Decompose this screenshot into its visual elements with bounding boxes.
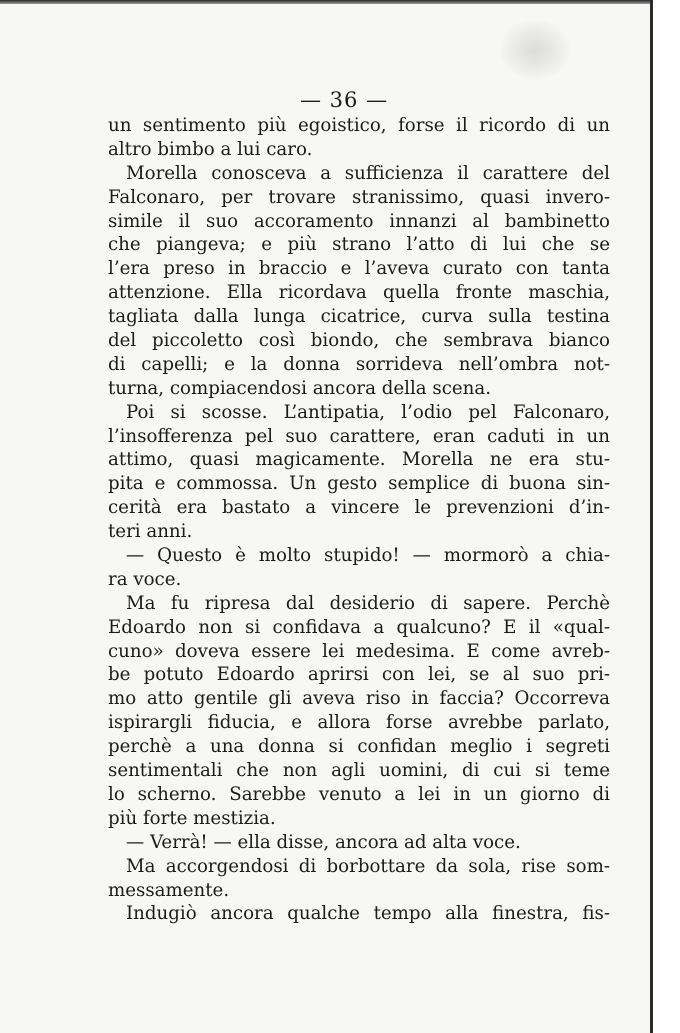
text-line: di capelli; e la donna sorrideva nell’ombra not- [108, 353, 610, 375]
text-line: be potuto Edoardo aprirsi con lei, se al suo pri- [108, 664, 610, 686]
page-top-edge [0, 0, 655, 4]
body-text [108, 114, 610, 926]
text-line: lo scherno. Sarebbe venuto a lei in un giorno di [108, 783, 610, 805]
text-line: ra voce. [108, 568, 182, 590]
text-line: cerità era bastato a vincere le prevenzioni d’in- [108, 497, 610, 519]
text-line: Indugiò ancora qualche tempo alla finestra, fis- [126, 903, 610, 925]
text-line: del piccoletto così biondo, che sembrava bianco [108, 330, 610, 352]
text-line: simile il suo accoramento innanzi al bambinetto [108, 210, 610, 232]
text-line: attenzione. Ella ricordava quella fronte maschia, [108, 282, 610, 304]
text-line: teri anni. [108, 521, 193, 543]
text-line: Ma accorgendosi di borbottare da sola, rise som- [126, 855, 610, 877]
text-line: tagliata dalla lunga cicatrice, curva sulla testina [108, 306, 610, 328]
text-line: turna, compiacendosi ancora della scena. [108, 377, 492, 399]
text-line: cuno» doveva essere lei medesima. E come avreb- [108, 640, 610, 662]
page-number: — 36 — [300, 88, 389, 112]
text-line: più forte mestizia. [108, 807, 276, 829]
text-line: ispirargli fiducia, e allora forse avrebbe parlato, [108, 712, 610, 734]
text-line: Poi si scosse. L’antipatia, l’odio pel Falconaro, [126, 401, 610, 423]
paper-smudge [500, 20, 570, 80]
text-line: Edoardo non si confidava a qualcuno? E il «qual- [108, 616, 610, 638]
text-line: mo atto gentile gli aveva riso in faccia? Occorreva [108, 688, 610, 710]
text-line: l’era preso in braccio e l’aveva curato con tanta [108, 258, 610, 280]
text-line: messamente. [108, 879, 230, 901]
text-line: sentimentali che non agli uomini, di cui si teme [108, 760, 610, 782]
text-line: — Verrà! — ella disse, ancora ad alta voce. [126, 831, 521, 853]
text-line: altro bimbo a lui caro. [108, 138, 313, 160]
text-line: attimo, quasi magicamente. Morella ne era stu- [108, 449, 610, 471]
text-line: un sentimento più egoistico, forse il ricordo di un [108, 115, 610, 136]
text-line: che piangeva; e più strano l’atto di lui che se [108, 234, 610, 256]
text-line: Morella conosceva a sufficienza il carattere del [126, 162, 610, 184]
text-line: pita e commossa. Un gesto semplice di buona sin- [108, 473, 610, 495]
page-right-edge [650, 0, 680, 1033]
text-line: Falconaro, per trovare stranissimo, quasi invero- [108, 186, 610, 208]
text-line: — Questo è molto stupido! — mormorò a chia- [126, 545, 610, 567]
text-line: perchè a una donna si confidan meglio i segreti [108, 736, 610, 758]
text-line: Ma fu ripresa dal desiderio di sapere. Perchè [126, 592, 610, 614]
text-line: l’insofferenza pel suo carattere, eran caduti in un [108, 425, 610, 447]
